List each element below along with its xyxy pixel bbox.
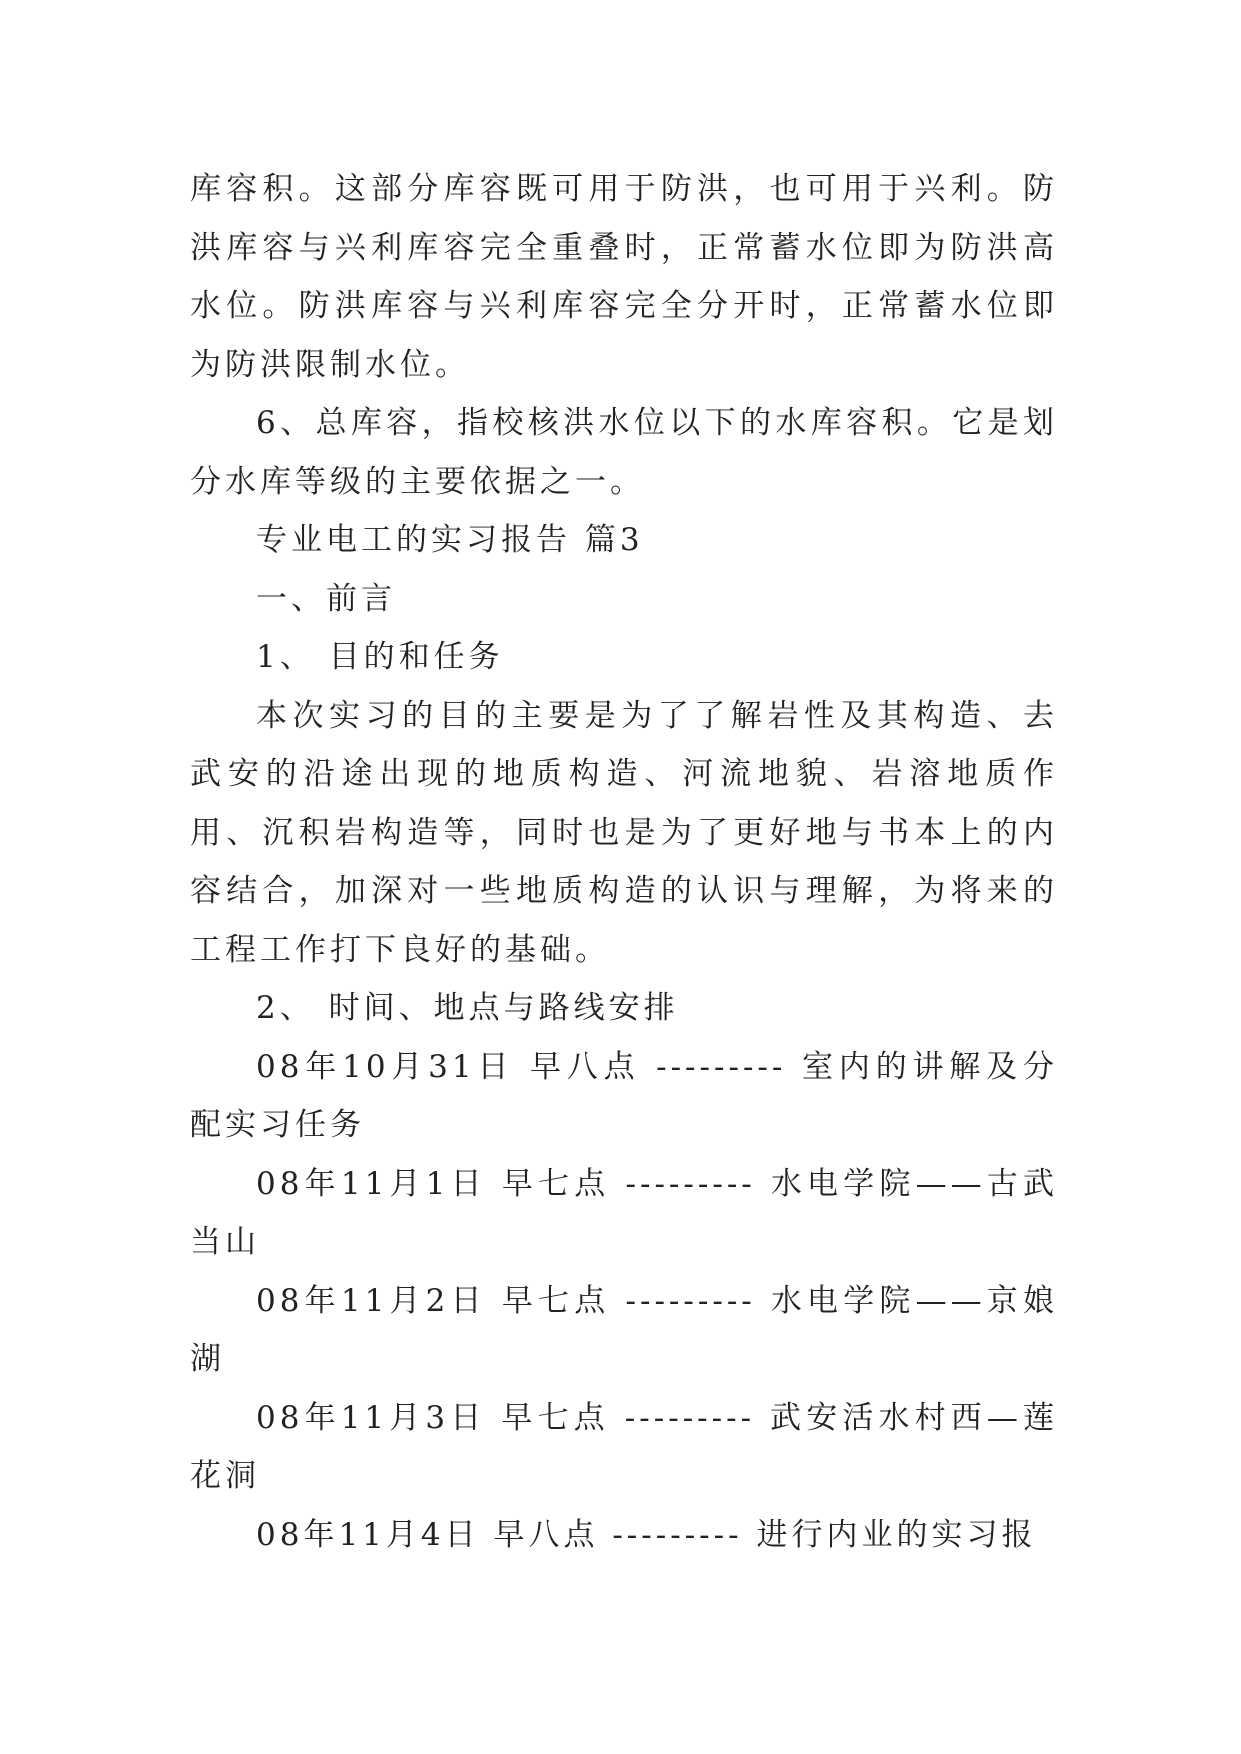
schedule-item: 08年11月1日 早七点 --------- 水电学院——古武当山 xyxy=(190,1165,1058,1260)
paragraph-total-capacity: 6、总库容，指校核洪水位以下的水库容积。它是划分水库等级的主要依据之一。 xyxy=(190,405,1058,500)
schedule-item: 08年11月4日 早八点 --------- 进行内业的实习报 xyxy=(256,1516,1037,1553)
schedule-item: 08年10月31日 早八点 --------- 室内的讲解及分配实习任务 xyxy=(190,1048,1058,1143)
document-body xyxy=(190,160,1058,1564)
subheading-purpose: 1、 目的和任务 xyxy=(256,639,504,675)
paragraph-reservoir-capacity: 库容积。这部分库容既可用于防洪，也可用于兴利。防洪库容与兴利库容完全重叠时，正常蓄水位即为防洪高水位。防洪库容与兴利库容完全分开时，正常蓄水位即为防洪限制水位。 xyxy=(190,171,1058,383)
section-heading-preface: 一、前言 xyxy=(256,580,396,617)
subheading-schedule: 2、 时间、地点与路线安排 xyxy=(256,990,679,1026)
paragraph-purpose: 本次实习的目的主要是为了了解岩性及其构造、去武安的沿途出现的地质构造、河流地貌、岩溶地质作用、沉积岩构造等，同时也是为了更好地与书本上的内容结合，加深对一些地质构造的认识与理解，为将来的工程工作打下良好的基础。 xyxy=(190,697,1058,968)
schedule-item: 08年11月2日 早七点 --------- 水电学院——京娘湖 xyxy=(190,1282,1058,1377)
schedule-item: 08年11月3日 早七点 --------- 武安活水村西—莲花洞 xyxy=(190,1399,1058,1494)
section-title: 专业电工的实习报告 篇3 xyxy=(256,522,644,558)
